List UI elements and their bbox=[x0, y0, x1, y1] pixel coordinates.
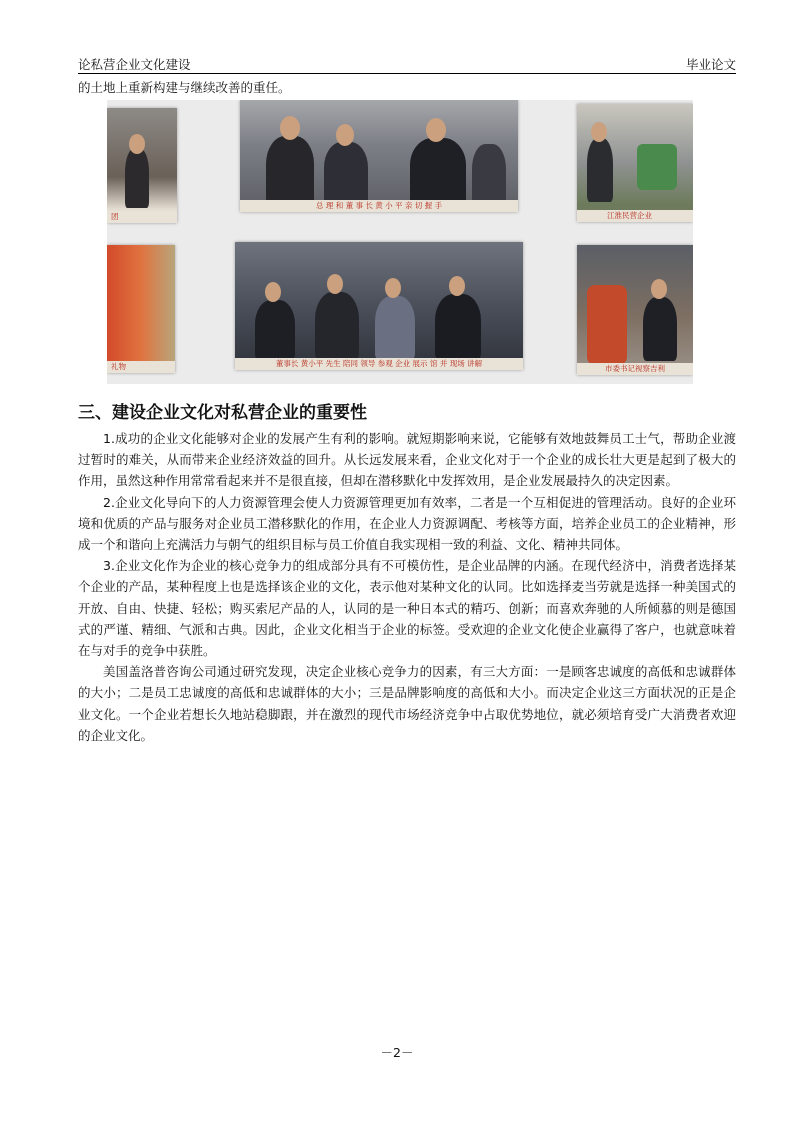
photo-caption-top-right: 江淮民营企业 bbox=[577, 210, 693, 222]
photo-caption-bottom-center: 董事长 黄小平 先生 陪同 领导 参观 企业 展示 馆 并 现场 讲解 bbox=[235, 358, 523, 370]
continuation-line: 的土地上重新构建与继续改善的重任。 bbox=[78, 80, 291, 95]
photo-caption-bottom-right: 市委书记视察吉利 bbox=[577, 363, 693, 375]
paragraph-4: 美国盖洛普咨询公司通过研究发现，决定企业核心竞争力的因素，有三大方面：一是顾客忠诚度的高低和忠诚群体的大小；二是员工忠诚度的高低和忠诚群体的大小；三是品牌影响度的高低和大小。而决定企业这三方面状况的正是企业文化。一个企业若想长久地站稳脚跟，并在激烈的现代市场经济竞争中占取优势地位，就必须培育受广大消费者欢迎的企业文化。 bbox=[78, 664, 736, 743]
photo-frame-bottom-left bbox=[107, 245, 175, 373]
photo-frame-top-left bbox=[107, 108, 177, 223]
photo-caption-top-left: 团 bbox=[107, 211, 177, 223]
paragraph-3: 3.企业文化作为企业的核心竞争力的组成部分具有不可模仿性，是企业品牌的内涵。在现代经济中，消费者选择某个企业的产品，某种程度上也是选择该企业的文化，表示他对某种文化的认同。比如选择麦当劳就是选择一种美国式的开放、自由、快捷、轻松；购买索尼产品的人，认同的是一种日本式的精巧、创新；而喜欢奔驰的人所倾慕的则是德国式的严谨、精细、气派和古典。因此，企业文化相当于企业的标签。受欢迎的企业文化使企业赢得了客户，也就意味着在与对手的竞争中获胜。 bbox=[78, 558, 736, 659]
photo-frame-top-right bbox=[577, 104, 693, 222]
photo-caption-bottom-left: 礼物 bbox=[107, 361, 175, 373]
paragraph-1: 1.成功的企业文化能够对企业的发展产生有利的影响。就短期影响来说，它能够有效地鼓舞员工士气，帮助企业渡过暂时的难关，从而带来企业经济效益的回升。从长远发展来看，企业文化对于一个企业的成长壮大更是起到了极大的作用，虽然这种作用常常看起来并不是很直接，但却在潜移默化中发挥效用，是企业发展最持久的决定因素。 bbox=[78, 431, 736, 489]
header-left-title: 论私营企业文化建设 bbox=[78, 57, 191, 72]
section-title: 三、建设企业文化对私营企业的重要性 bbox=[78, 403, 367, 423]
photo-frame-bottom-right bbox=[577, 245, 693, 375]
photo-frame-bottom-center bbox=[235, 242, 523, 370]
page-number: －2－ bbox=[380, 1045, 414, 1060]
photo-frame-top-center bbox=[240, 100, 518, 212]
header-right-title: 毕业论文 bbox=[685, 57, 736, 72]
section-body bbox=[78, 428, 736, 746]
paragraph-2: 2.企业文化导向下的人力资源管理会使人力资源管理更加有效率，二者是一个互相促进的管理活动。良好的企业环境和优质的产品与服务对企业员工潜移默化的作用，在企业人力资源调配、考核等方面，培养企业员工的企业精神，形成一个和谐向上充满活力与朝气的组织目标与员工价值自我实现相一致的利益、文化、精神共同体。 bbox=[78, 494, 736, 553]
header-rule bbox=[78, 73, 736, 74]
exhibition-photo bbox=[107, 100, 693, 384]
photo-caption-top-center: 总 理 和 董 事 长 黄 小 平 亲 切 握 手 bbox=[240, 200, 518, 212]
